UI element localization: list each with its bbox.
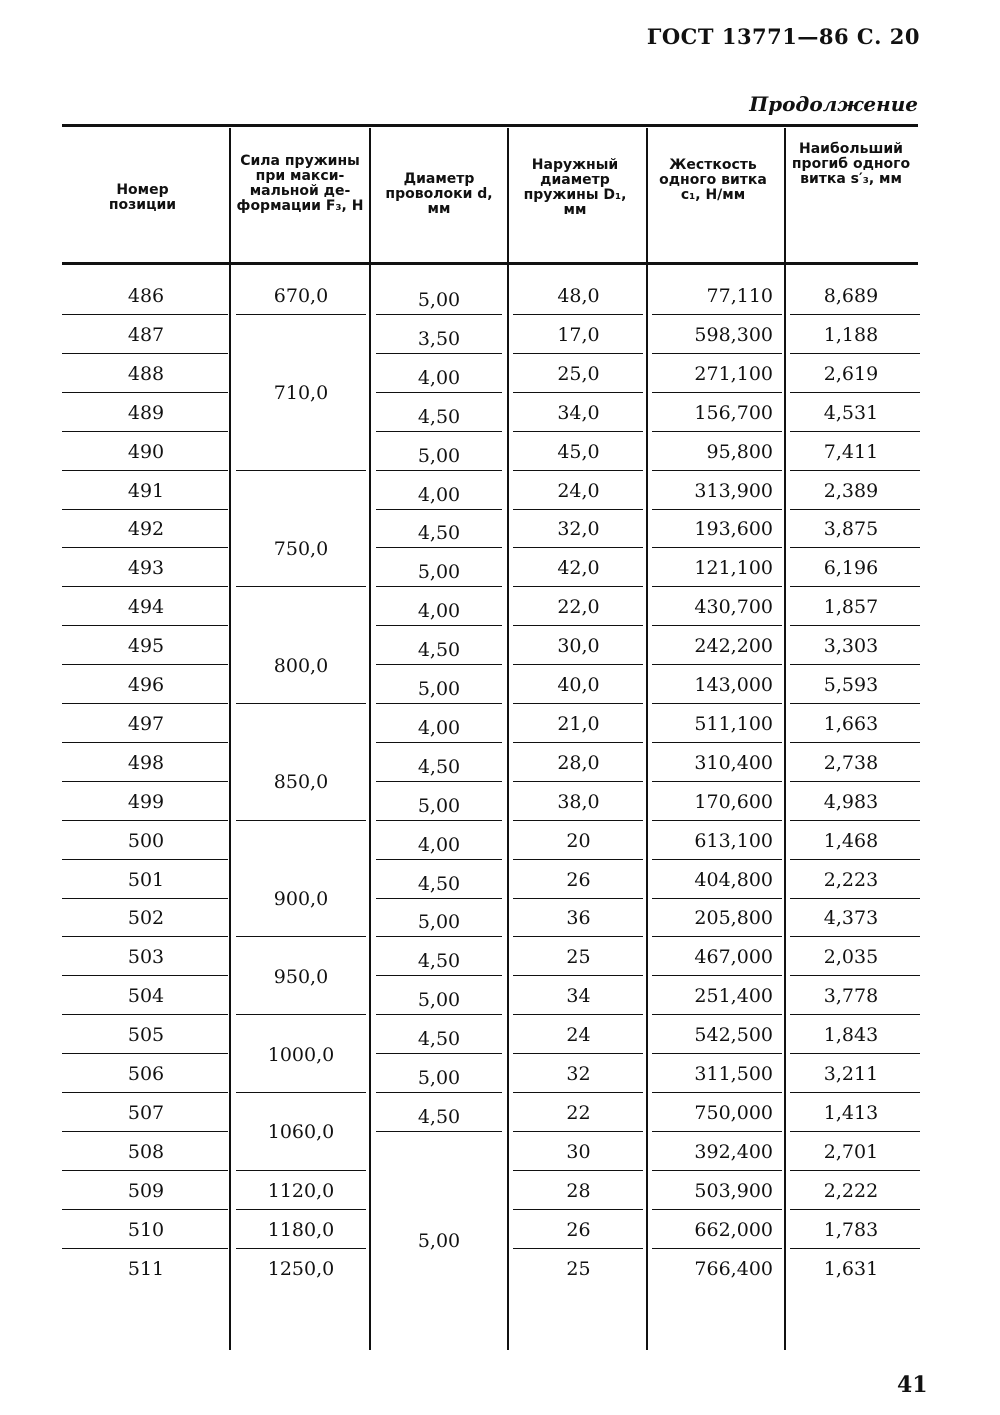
cell-stiffness: 170,600 <box>694 790 773 813</box>
cell-max-deflection: 7,411 <box>823 440 879 463</box>
cell-outer-diameter: 36 <box>566 907 591 930</box>
row-rule <box>513 664 643 665</box>
cell-outer-diameter: 22,0 <box>557 596 600 619</box>
group-rule <box>236 1209 366 1210</box>
group-rule <box>376 392 502 393</box>
group-rule <box>376 1053 502 1054</box>
cell-max-deflection: 2,035 <box>823 946 879 969</box>
cell-spring-force: 1250,0 <box>267 1257 335 1280</box>
cell-outer-diameter: 24,0 <box>557 479 600 502</box>
cell-max-deflection: 3,211 <box>823 1063 879 1085</box>
cell-wire-diameter: 5,00 <box>417 1230 461 1253</box>
row-rule <box>513 625 643 626</box>
cell-wire-diameter: 4,50 <box>417 755 461 778</box>
row-rule <box>790 353 920 354</box>
cell-max-deflection: 1,857 <box>823 596 879 619</box>
cell-stiffness: 542,500 <box>694 1024 773 1047</box>
cell-stiffness: 95,800 <box>706 440 773 463</box>
row-rule <box>652 703 782 704</box>
cell-wire-diameter: 5,00 <box>417 561 461 584</box>
cell-position-number: 498 <box>127 751 165 774</box>
cell-wire-diameter: 5,00 <box>417 678 461 700</box>
group-rule <box>376 547 502 548</box>
row-rule <box>652 470 782 471</box>
row-rule <box>513 1170 643 1171</box>
cell-spring-force: 670,0 <box>273 285 329 307</box>
page-header: ГОСТ 13771—86 С. 20 <box>646 24 920 49</box>
row-rule <box>513 1053 643 1054</box>
cell-max-deflection: 2,619 <box>823 362 879 385</box>
cell-max-deflection: 4,373 <box>823 907 879 930</box>
cell-position-number: 501 <box>127 868 165 891</box>
cell-outer-diameter: 24 <box>566 1024 591 1047</box>
row-rule <box>62 703 228 704</box>
row-rule <box>513 1131 643 1132</box>
cell-stiffness: 205,800 <box>694 907 773 930</box>
row-rule <box>62 625 228 626</box>
row-rule <box>513 742 643 743</box>
row-rule <box>513 703 643 704</box>
row-rule <box>62 586 228 587</box>
group-rule <box>236 703 366 704</box>
group-rule <box>376 625 502 626</box>
cell-position-number: 499 <box>127 790 165 813</box>
row-rule <box>790 1209 920 1210</box>
cell-outer-diameter: 48,0 <box>557 285 600 307</box>
cell-stiffness: 467,000 <box>694 946 773 969</box>
row-rule <box>652 742 782 743</box>
cell-spring-force: 800,0 <box>273 654 329 677</box>
cell-stiffness: 156,700 <box>694 401 773 424</box>
row-rule <box>790 392 920 393</box>
row-rule <box>790 547 920 548</box>
row-rule <box>652 1248 782 1249</box>
row-rule <box>790 1131 920 1132</box>
cell-stiffness: 310,400 <box>694 751 773 774</box>
cell-outer-diameter: 21,0 <box>557 712 600 735</box>
row-rule <box>513 820 643 821</box>
cell-wire-diameter: 4,00 <box>417 833 461 856</box>
row-rule <box>790 742 920 743</box>
cell-position-number: 488 <box>127 362 165 385</box>
col-divider <box>507 128 509 1350</box>
cell-outer-diameter: 40,0 <box>557 674 600 696</box>
group-rule <box>376 820 502 821</box>
table-top-rule <box>62 124 918 127</box>
group-rule <box>236 820 366 821</box>
row-rule <box>62 1014 228 1015</box>
row-rule <box>62 742 228 743</box>
cell-position-number: 505 <box>127 1024 165 1047</box>
row-rule <box>790 1014 920 1015</box>
cell-stiffness: 511,100 <box>694 712 773 735</box>
row-rule <box>790 625 920 626</box>
cell-max-deflection: 1,468 <box>823 829 879 852</box>
cell-max-deflection: 1,843 <box>823 1024 879 1047</box>
cell-wire-diameter: 4,50 <box>417 950 461 973</box>
row-rule <box>790 1248 920 1249</box>
page-number: 41 <box>897 1372 928 1398</box>
row-rule <box>652 509 782 510</box>
cell-wire-diameter: 4,00 <box>417 600 461 623</box>
cell-spring-force: 750,0 <box>273 537 329 560</box>
cell-wire-diameter: 3,50 <box>417 327 461 350</box>
group-rule <box>376 431 502 432</box>
cell-position-number: 509 <box>127 1179 165 1202</box>
cell-max-deflection: 6,196 <box>823 557 879 580</box>
row-rule <box>513 353 643 354</box>
row-rule <box>652 1209 782 1210</box>
row-rule <box>790 898 920 899</box>
row-rule <box>790 586 920 587</box>
row-rule <box>62 509 228 510</box>
row-rule <box>62 936 228 937</box>
group-rule <box>376 742 502 743</box>
group-rule <box>236 1092 366 1093</box>
row-rule <box>62 1092 228 1093</box>
cell-wire-diameter: 4,50 <box>417 522 461 545</box>
cell-wire-diameter: 5,00 <box>417 794 461 817</box>
cell-position-number: 494 <box>127 596 165 619</box>
cell-stiffness: 750,000 <box>694 1101 773 1124</box>
cell-stiffness: 404,800 <box>694 868 773 891</box>
row-rule <box>62 664 228 665</box>
cell-spring-force: 1180,0 <box>267 1218 335 1241</box>
cell-outer-diameter: 25 <box>566 946 591 969</box>
cell-wire-diameter: 5,00 <box>417 989 461 1012</box>
row-rule <box>513 1092 643 1093</box>
cell-stiffness: 311,500 <box>694 1063 773 1085</box>
continuation-label: Продолжение <box>749 92 918 116</box>
group-rule <box>236 936 366 937</box>
group-rule <box>236 314 366 315</box>
cell-outer-diameter: 20 <box>566 829 591 852</box>
col-divider <box>369 128 371 1350</box>
col-divider <box>646 128 648 1350</box>
row-rule <box>790 1170 920 1171</box>
row-rule <box>652 898 782 899</box>
cell-stiffness: 392,400 <box>694 1140 773 1163</box>
cell-position-number: 486 <box>127 285 165 307</box>
group-rule <box>236 470 366 471</box>
cell-spring-force: 1000,0 <box>267 1043 335 1066</box>
group-rule <box>376 509 502 510</box>
cell-max-deflection: 3,778 <box>823 985 879 1008</box>
row-rule <box>790 859 920 860</box>
row-rule <box>62 1248 228 1249</box>
row-rule <box>790 703 920 704</box>
row-rule <box>652 392 782 393</box>
cell-position-number: 503 <box>127 946 165 969</box>
cell-outer-diameter: 42,0 <box>557 557 600 580</box>
row-rule <box>513 470 643 471</box>
row-rule <box>790 509 920 510</box>
cell-position-number: 508 <box>127 1140 165 1163</box>
row-rule <box>652 431 782 432</box>
cell-wire-diameter: 4,50 <box>417 639 461 662</box>
row-rule <box>652 936 782 937</box>
cell-stiffness: 430,700 <box>694 596 773 619</box>
row-rule <box>652 781 782 782</box>
cell-position-number: 497 <box>127 712 165 735</box>
cell-outer-diameter: 32,0 <box>557 518 600 541</box>
row-rule <box>513 1248 643 1249</box>
cell-outer-diameter: 38,0 <box>557 790 600 813</box>
cell-position-number: 500 <box>127 829 165 852</box>
row-rule <box>652 314 782 315</box>
cell-stiffness: 613,100 <box>694 829 773 852</box>
row-rule <box>62 820 228 821</box>
row-rule <box>62 1170 228 1171</box>
row-rule <box>652 625 782 626</box>
header-stiffness: Жесткость одного витка c₁, Н/мм <box>659 157 767 203</box>
row-rule <box>652 1092 782 1093</box>
cell-stiffness: 242,200 <box>694 635 773 658</box>
row-rule <box>62 1131 228 1132</box>
cell-wire-diameter: 4,50 <box>417 1105 461 1128</box>
group-rule <box>236 1248 366 1249</box>
row-rule <box>790 1053 920 1054</box>
cell-outer-diameter: 25,0 <box>557 362 600 385</box>
group-rule <box>376 586 502 587</box>
row-rule <box>652 975 782 976</box>
row-rule <box>62 314 228 315</box>
row-rule <box>62 1209 228 1210</box>
group-rule <box>236 586 366 587</box>
row-rule <box>652 1014 782 1015</box>
group-rule <box>236 1170 366 1171</box>
group-rule <box>376 781 502 782</box>
header-bottom-rule <box>62 262 918 265</box>
row-rule <box>652 820 782 821</box>
header-outer-diameter: Наружный диаметр пружины D₁, мм <box>523 157 627 218</box>
row-rule <box>513 898 643 899</box>
cell-spring-force: 1120,0 <box>267 1179 335 1202</box>
cell-max-deflection: 8,689 <box>823 285 879 307</box>
cell-max-deflection: 2,701 <box>823 1140 879 1163</box>
cell-outer-diameter: 26 <box>566 1218 591 1241</box>
row-rule <box>652 1053 782 1054</box>
cell-max-deflection: 1,631 <box>823 1257 879 1280</box>
row-rule <box>652 586 782 587</box>
row-rule <box>513 1014 643 1015</box>
row-rule <box>62 392 228 393</box>
cell-stiffness: 766,400 <box>694 1257 773 1280</box>
group-rule <box>376 898 502 899</box>
row-rule <box>62 353 228 354</box>
cell-wire-diameter: 4,50 <box>417 1028 461 1051</box>
cell-outer-diameter: 17,0 <box>557 323 600 346</box>
cell-wire-diameter: 5,00 <box>417 289 461 311</box>
cell-max-deflection: 2,389 <box>823 479 879 502</box>
header-position-number: Номер позиции <box>108 182 177 213</box>
row-rule <box>513 975 643 976</box>
group-rule <box>376 975 502 976</box>
group-rule <box>376 703 502 704</box>
cell-outer-diameter: 30 <box>566 1140 591 1163</box>
row-rule <box>790 975 920 976</box>
cell-spring-force: 710,0 <box>273 382 329 405</box>
group-rule <box>376 353 502 354</box>
cell-max-deflection: 3,303 <box>823 635 879 658</box>
cell-outer-diameter: 34 <box>566 985 591 1008</box>
cell-max-deflection: 2,223 <box>823 868 879 891</box>
cell-max-deflection: 1,188 <box>823 323 879 346</box>
cell-max-deflection: 4,531 <box>823 401 879 424</box>
cell-wire-diameter: 5,00 <box>417 1067 461 1089</box>
cell-max-deflection: 1,783 <box>823 1218 879 1241</box>
cell-position-number: 507 <box>127 1101 165 1124</box>
row-rule <box>62 431 228 432</box>
row-rule <box>790 314 920 315</box>
cell-max-deflection: 1,663 <box>823 712 879 735</box>
cell-wire-diameter: 4,00 <box>417 483 461 506</box>
cell-outer-diameter: 26 <box>566 868 591 891</box>
cell-wire-diameter: 4,50 <box>417 405 461 428</box>
row-rule <box>62 781 228 782</box>
cell-position-number: 493 <box>127 557 165 580</box>
cell-position-number: 490 <box>127 440 165 463</box>
cell-spring-force: 1060,0 <box>267 1121 335 1144</box>
row-rule <box>790 820 920 821</box>
cell-spring-force: 950,0 <box>273 965 329 988</box>
cell-wire-diameter: 5,00 <box>417 444 461 467</box>
cell-outer-diameter: 22 <box>566 1101 591 1124</box>
cell-position-number: 504 <box>127 985 165 1008</box>
row-rule <box>62 470 228 471</box>
cell-stiffness: 143,000 <box>694 674 773 696</box>
group-rule <box>376 664 502 665</box>
cell-wire-diameter: 4,50 <box>417 872 461 895</box>
group-rule <box>376 470 502 471</box>
cell-max-deflection: 5,593 <box>823 674 879 696</box>
cell-stiffness: 251,400 <box>694 985 773 1008</box>
cell-stiffness: 121,100 <box>694 557 773 580</box>
cell-position-number: 495 <box>127 635 165 658</box>
cell-stiffness: 271,100 <box>694 362 773 385</box>
row-rule <box>513 392 643 393</box>
cell-outer-diameter: 32 <box>566 1063 591 1085</box>
cell-outer-diameter: 25 <box>566 1257 591 1280</box>
row-rule <box>513 936 643 937</box>
cell-max-deflection: 4,983 <box>823 790 879 813</box>
cell-stiffness: 193,600 <box>694 518 773 541</box>
cell-wire-diameter: 4,00 <box>417 716 461 739</box>
cell-stiffness: 77,110 <box>706 285 773 307</box>
row-rule <box>790 431 920 432</box>
row-rule <box>513 586 643 587</box>
cell-position-number: 489 <box>127 401 165 424</box>
cell-max-deflection: 2,738 <box>823 751 879 774</box>
header-wire-diameter: Диаметр проволоки d, мм <box>385 171 493 217</box>
cell-position-number: 487 <box>127 323 165 346</box>
row-rule <box>513 431 643 432</box>
row-rule <box>652 1170 782 1171</box>
cell-stiffness: 313,900 <box>694 479 773 502</box>
cell-position-number: 506 <box>127 1063 165 1085</box>
row-rule <box>790 1092 920 1093</box>
cell-position-number: 492 <box>127 518 165 541</box>
row-rule <box>790 470 920 471</box>
row-rule <box>790 936 920 937</box>
row-rule <box>62 1053 228 1054</box>
row-rule <box>513 1209 643 1210</box>
row-rule <box>652 547 782 548</box>
group-rule <box>376 859 502 860</box>
group-rule <box>376 314 502 315</box>
row-rule <box>652 859 782 860</box>
cell-position-number: 502 <box>127 907 165 930</box>
row-rule <box>513 314 643 315</box>
cell-position-number: 511 <box>127 1257 165 1280</box>
row-rule <box>62 859 228 860</box>
cell-position-number: 491 <box>127 479 165 502</box>
cell-max-deflection: 3,875 <box>823 518 879 541</box>
col-divider <box>229 128 231 1350</box>
header-spring-force: Сила пружины при максимальной деформации F₃, Н <box>236 153 364 214</box>
row-rule <box>513 859 643 860</box>
cell-max-deflection: 1,413 <box>823 1101 879 1124</box>
cell-wire-diameter: 4,00 <box>417 366 461 389</box>
cell-spring-force: 900,0 <box>273 887 329 910</box>
row-rule <box>513 781 643 782</box>
row-rule <box>513 509 643 510</box>
group-rule <box>376 936 502 937</box>
group-rule <box>376 1014 502 1015</box>
row-rule <box>513 547 643 548</box>
cell-outer-diameter: 34,0 <box>557 401 600 424</box>
row-rule <box>790 781 920 782</box>
cell-spring-force: 850,0 <box>273 771 329 794</box>
row-rule <box>62 898 228 899</box>
cell-stiffness: 503,900 <box>694 1179 773 1202</box>
row-rule <box>790 664 920 665</box>
row-rule <box>62 975 228 976</box>
cell-position-number: 510 <box>127 1218 165 1241</box>
row-rule <box>652 353 782 354</box>
row-rule <box>62 547 228 548</box>
row-rule <box>652 1131 782 1132</box>
cell-outer-diameter: 28 <box>566 1179 591 1202</box>
group-rule <box>236 1014 366 1015</box>
row-rule <box>652 664 782 665</box>
group-rule <box>376 1131 502 1132</box>
col-divider <box>784 128 786 1350</box>
cell-stiffness: 598,300 <box>694 323 773 346</box>
cell-max-deflection: 2,222 <box>823 1179 879 1202</box>
cell-stiffness: 662,000 <box>694 1218 773 1241</box>
cell-wire-diameter: 5,00 <box>417 911 461 934</box>
cell-outer-diameter: 45,0 <box>557 440 600 463</box>
cell-outer-diameter: 28,0 <box>557 751 600 774</box>
group-rule <box>376 1092 502 1093</box>
cell-position-number: 496 <box>127 674 165 696</box>
cell-outer-diameter: 30,0 <box>557 635 600 658</box>
header-max-deflection: Наибольший прогиб одного витка s′₃, мм <box>791 141 911 187</box>
